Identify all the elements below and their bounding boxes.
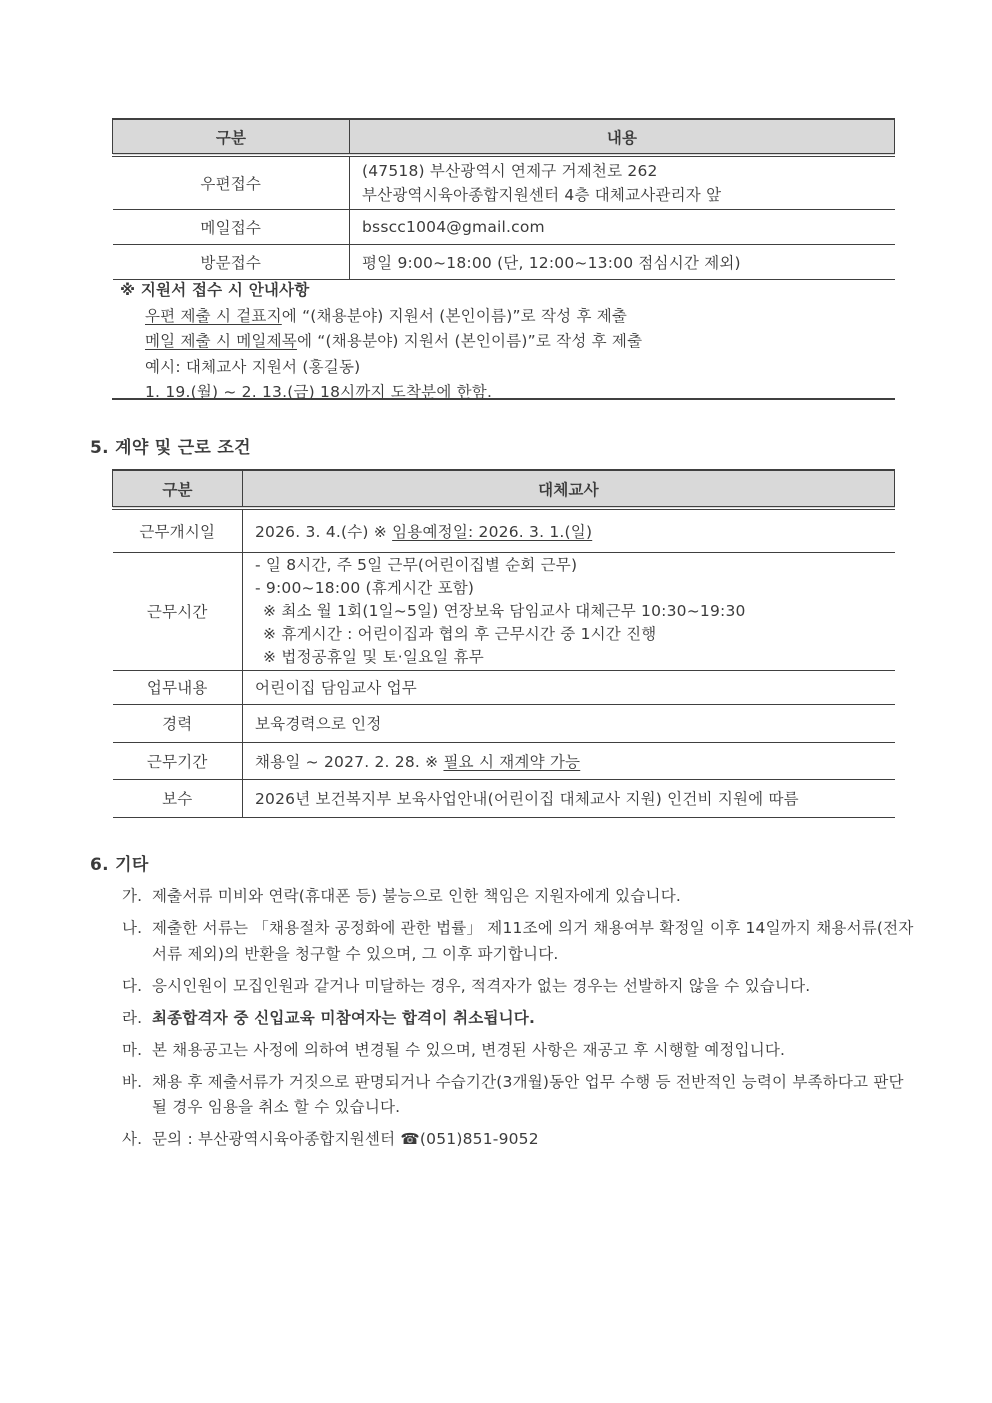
list-item — [122, 1038, 914, 1064]
item-marker: 나. — [122, 919, 143, 937]
item-marker: 바. — [122, 1072, 143, 1091]
item-text: 본 채용공고는 사정에 의하여 변경될 수 있으며, 변경된 사항은 재공고 후 시행할 예정입니다. — [152, 1040, 786, 1059]
item-text: 채용 후 제출서류가 거짓으로 판명되거나 수습기간(3개월)동안 업무 수행 등 전반적인 능력이 부족하다고 판단될 경우 임용을 취소 할 수 있습니다. — [152, 1072, 904, 1116]
row-label: 경력 — [113, 704, 243, 742]
row-content — [243, 552, 895, 670]
underlined-text: 필요 시 재계약 가능 — [443, 752, 581, 771]
start-date-text: 2026. 3. 4.(수) ※ — [255, 522, 393, 541]
contract-header-role: 대체교사 — [243, 470, 895, 508]
work-hours-line: ※ 최소 월 1회(1일~5일) 연장보육 담임교사 대체근무 10:30~19:30 — [263, 601, 746, 620]
row-content: 보육경력으로 인정 — [243, 704, 895, 742]
notes-line: 예시: 대체교사 지원서 (홍길동) — [145, 357, 361, 376]
misc-item-list — [122, 884, 914, 1159]
notes-line — [120, 304, 910, 330]
divider — [112, 398, 895, 400]
item-text: 응시인원이 모집인원과 같거나 미달하는 경우, 적격자가 없는 경우는 선발하지 않을 수 있습니다. — [152, 976, 811, 995]
row-content: 2026년 보건복지부 보육사업안내(어린이집 대체교사 지원) 인건비 지원에 따름 — [243, 779, 895, 817]
work-hours-line: ※ 휴게시간 : 어린이집과 협의 후 근무시간 중 1시간 진행 — [263, 624, 657, 643]
section6-heading: 6. 기타 — [90, 855, 149, 875]
reception-header-gubun: 구분 — [113, 119, 350, 155]
notes-text: 에 “(채용분야) 지원서 (본인이름)”로 작성 후 제출 — [296, 332, 643, 350]
underlined-text: 임용예정일: 2026. 3. 1.(일) — [392, 522, 593, 541]
row-content — [243, 508, 895, 552]
list-item — [122, 1070, 914, 1121]
notes-line: 1. 19.(월) ~ 2. 13.(금) 18시까지 도착분에 한함. — [145, 383, 493, 401]
table-row-work-period — [113, 742, 895, 779]
row-label: 방문접수 — [113, 244, 350, 279]
item-marker: 마. — [122, 1040, 143, 1059]
row-label: 근무기간 — [113, 742, 243, 779]
item-marker: 사. — [122, 1130, 143, 1148]
row-label: 메일접수 — [113, 209, 350, 244]
visit-hours: 평일 9:00~18:00 (단, 12:00~13:00 점심시간 제외) — [350, 244, 895, 279]
row-content: 어린이집 담임교사 업무 — [243, 670, 895, 704]
work-hours-line: - 일 8시간, 주 5일 근무(어린이집별 순회 근무) — [255, 555, 578, 574]
item-text: 제출한 서류는 「채용절차 공정화에 관한 법률」 제11조에 의거 채용여부 확정일 이후 14일까지 채용서류(전자서류 제외)의 반환을 청구할 수 있으며, 그 이후 파기합니다. — [152, 919, 914, 963]
reception-table — [112, 118, 895, 280]
work-hours-line: - 9:00~18:00 (휴게시간 포함) — [255, 578, 475, 597]
table-row-visit — [113, 244, 895, 279]
table-row-mail-in — [113, 155, 895, 209]
address-line-2: 부산광역시육아종합지원센터 4층 대체교사관리자 앞 — [362, 185, 722, 204]
address-line-1: (47518) 부산광역시 연제구 거제천로 262 — [362, 161, 658, 180]
row-label: 업무내용 — [113, 670, 243, 704]
work-hours-line: ※ 법정공휴일 및 토·일요일 휴무 — [263, 647, 484, 666]
notes-title: ※ 지원서 접수 시 안내사항 — [120, 281, 310, 299]
period-text: 채용일 ~ 2027. 2. 28. ※ — [255, 752, 444, 771]
list-item — [122, 916, 914, 967]
row-label: 근무개시일 — [113, 508, 243, 552]
contract-header-row — [113, 470, 895, 508]
contract-conditions-table — [112, 469, 895, 818]
reception-header-row — [113, 119, 895, 155]
row-content — [350, 155, 895, 209]
row-label: 우편접수 — [113, 155, 350, 209]
table-row-duties — [113, 670, 895, 704]
section5-heading: 5. 계약 및 근로 조건 — [90, 438, 251, 458]
item-marker: 가. — [122, 887, 143, 905]
item-marker: 라. — [122, 1008, 143, 1027]
notes-line — [120, 329, 910, 355]
application-notes — [120, 278, 910, 406]
table-row-start-date — [113, 508, 895, 552]
list-item — [122, 884, 914, 910]
table-row-career — [113, 704, 895, 742]
notes-text: 에 “(채용분야) 지원서 (본인이름)”로 작성 후 제출 — [281, 306, 628, 325]
list-item — [122, 974, 914, 1000]
item-text: 제출서류 미비와 연락(휴대폰 등) 불능으로 인한 책임은 지원자에게 있습니다. — [152, 887, 682, 905]
item-marker: 다. — [122, 976, 143, 995]
underlined-text: 메일 제출 시 메일제목 — [145, 332, 297, 350]
table-row-pay — [113, 779, 895, 817]
table-row-work-hours — [113, 552, 895, 670]
row-content — [243, 742, 895, 779]
reception-header-naeyong: 내용 — [350, 119, 895, 155]
item-text: 문의 : 부산광역시육아종합지원센터 ☎(051)851-9052 — [152, 1130, 539, 1148]
list-item — [122, 1006, 914, 1032]
list-item — [122, 1127, 914, 1153]
row-label: 보수 — [113, 779, 243, 817]
underlined-text: 우편 제출 시 겉표지 — [145, 306, 282, 325]
table-row-email — [113, 209, 895, 244]
row-label: 근무시간 — [113, 552, 243, 670]
item-text-bold: 최종합격자 중 신입교육 미참여자는 합격이 취소됩니다. — [152, 1008, 536, 1027]
email-address: bsscc1004@gmail.com — [350, 209, 895, 244]
contract-header-gubun: 구분 — [113, 470, 243, 508]
